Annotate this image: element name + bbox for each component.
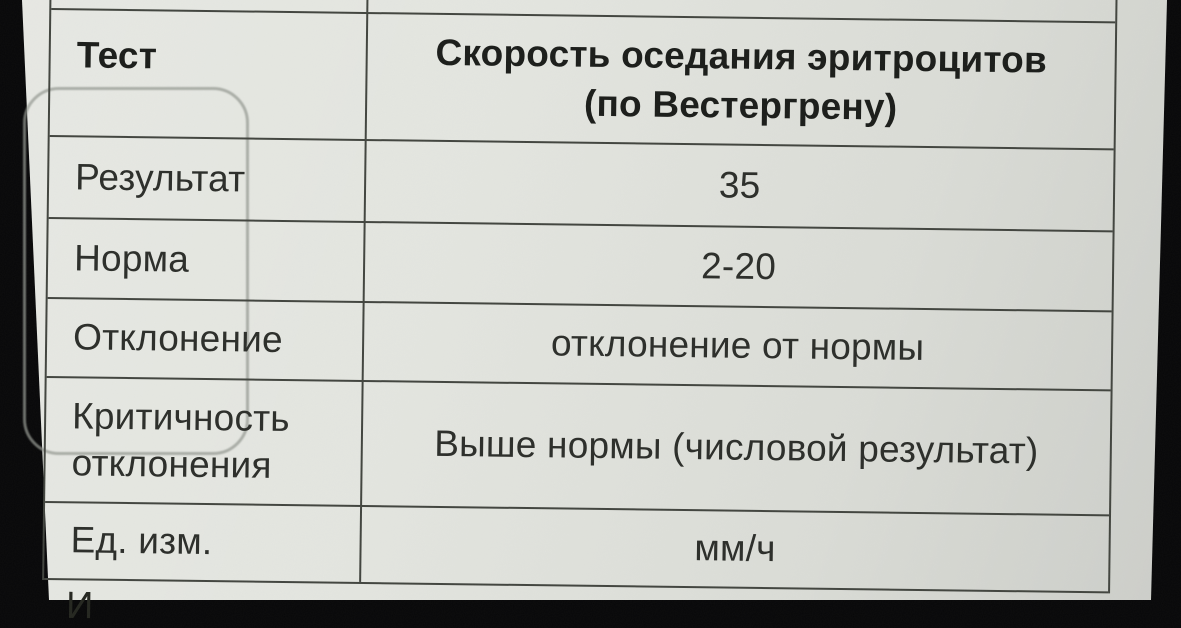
row-value: Выше нормы (числовой результат) (434, 423, 1039, 472)
row-label: Критичность отклонения (45, 378, 364, 505)
row-label: Отклонение (47, 299, 365, 380)
row-label: Ед. изм. (44, 503, 362, 582)
table-row-result (49, 137, 1114, 232)
row-value: отклонение от нормы (550, 322, 925, 369)
table-row-units (44, 503, 1109, 593)
table-row-deviation (47, 299, 1112, 391)
cutoff-text-line: И (65, 584, 94, 628)
row-value: 35 (718, 164, 761, 206)
lab-results-table (42, 0, 1118, 593)
row-label: Норма (48, 219, 366, 301)
row-value: Скорость оседания эритроцитов (по Вестергрену) (435, 32, 1048, 128)
row-label: Тест (50, 10, 369, 139)
table-row-norm (48, 219, 1113, 312)
row-value: мм/ч (694, 527, 776, 570)
row-value: 2-20 (700, 245, 777, 288)
table-row-test (50, 10, 1116, 150)
table-row-criticality (45, 378, 1110, 516)
row-label: Результат (49, 137, 367, 221)
